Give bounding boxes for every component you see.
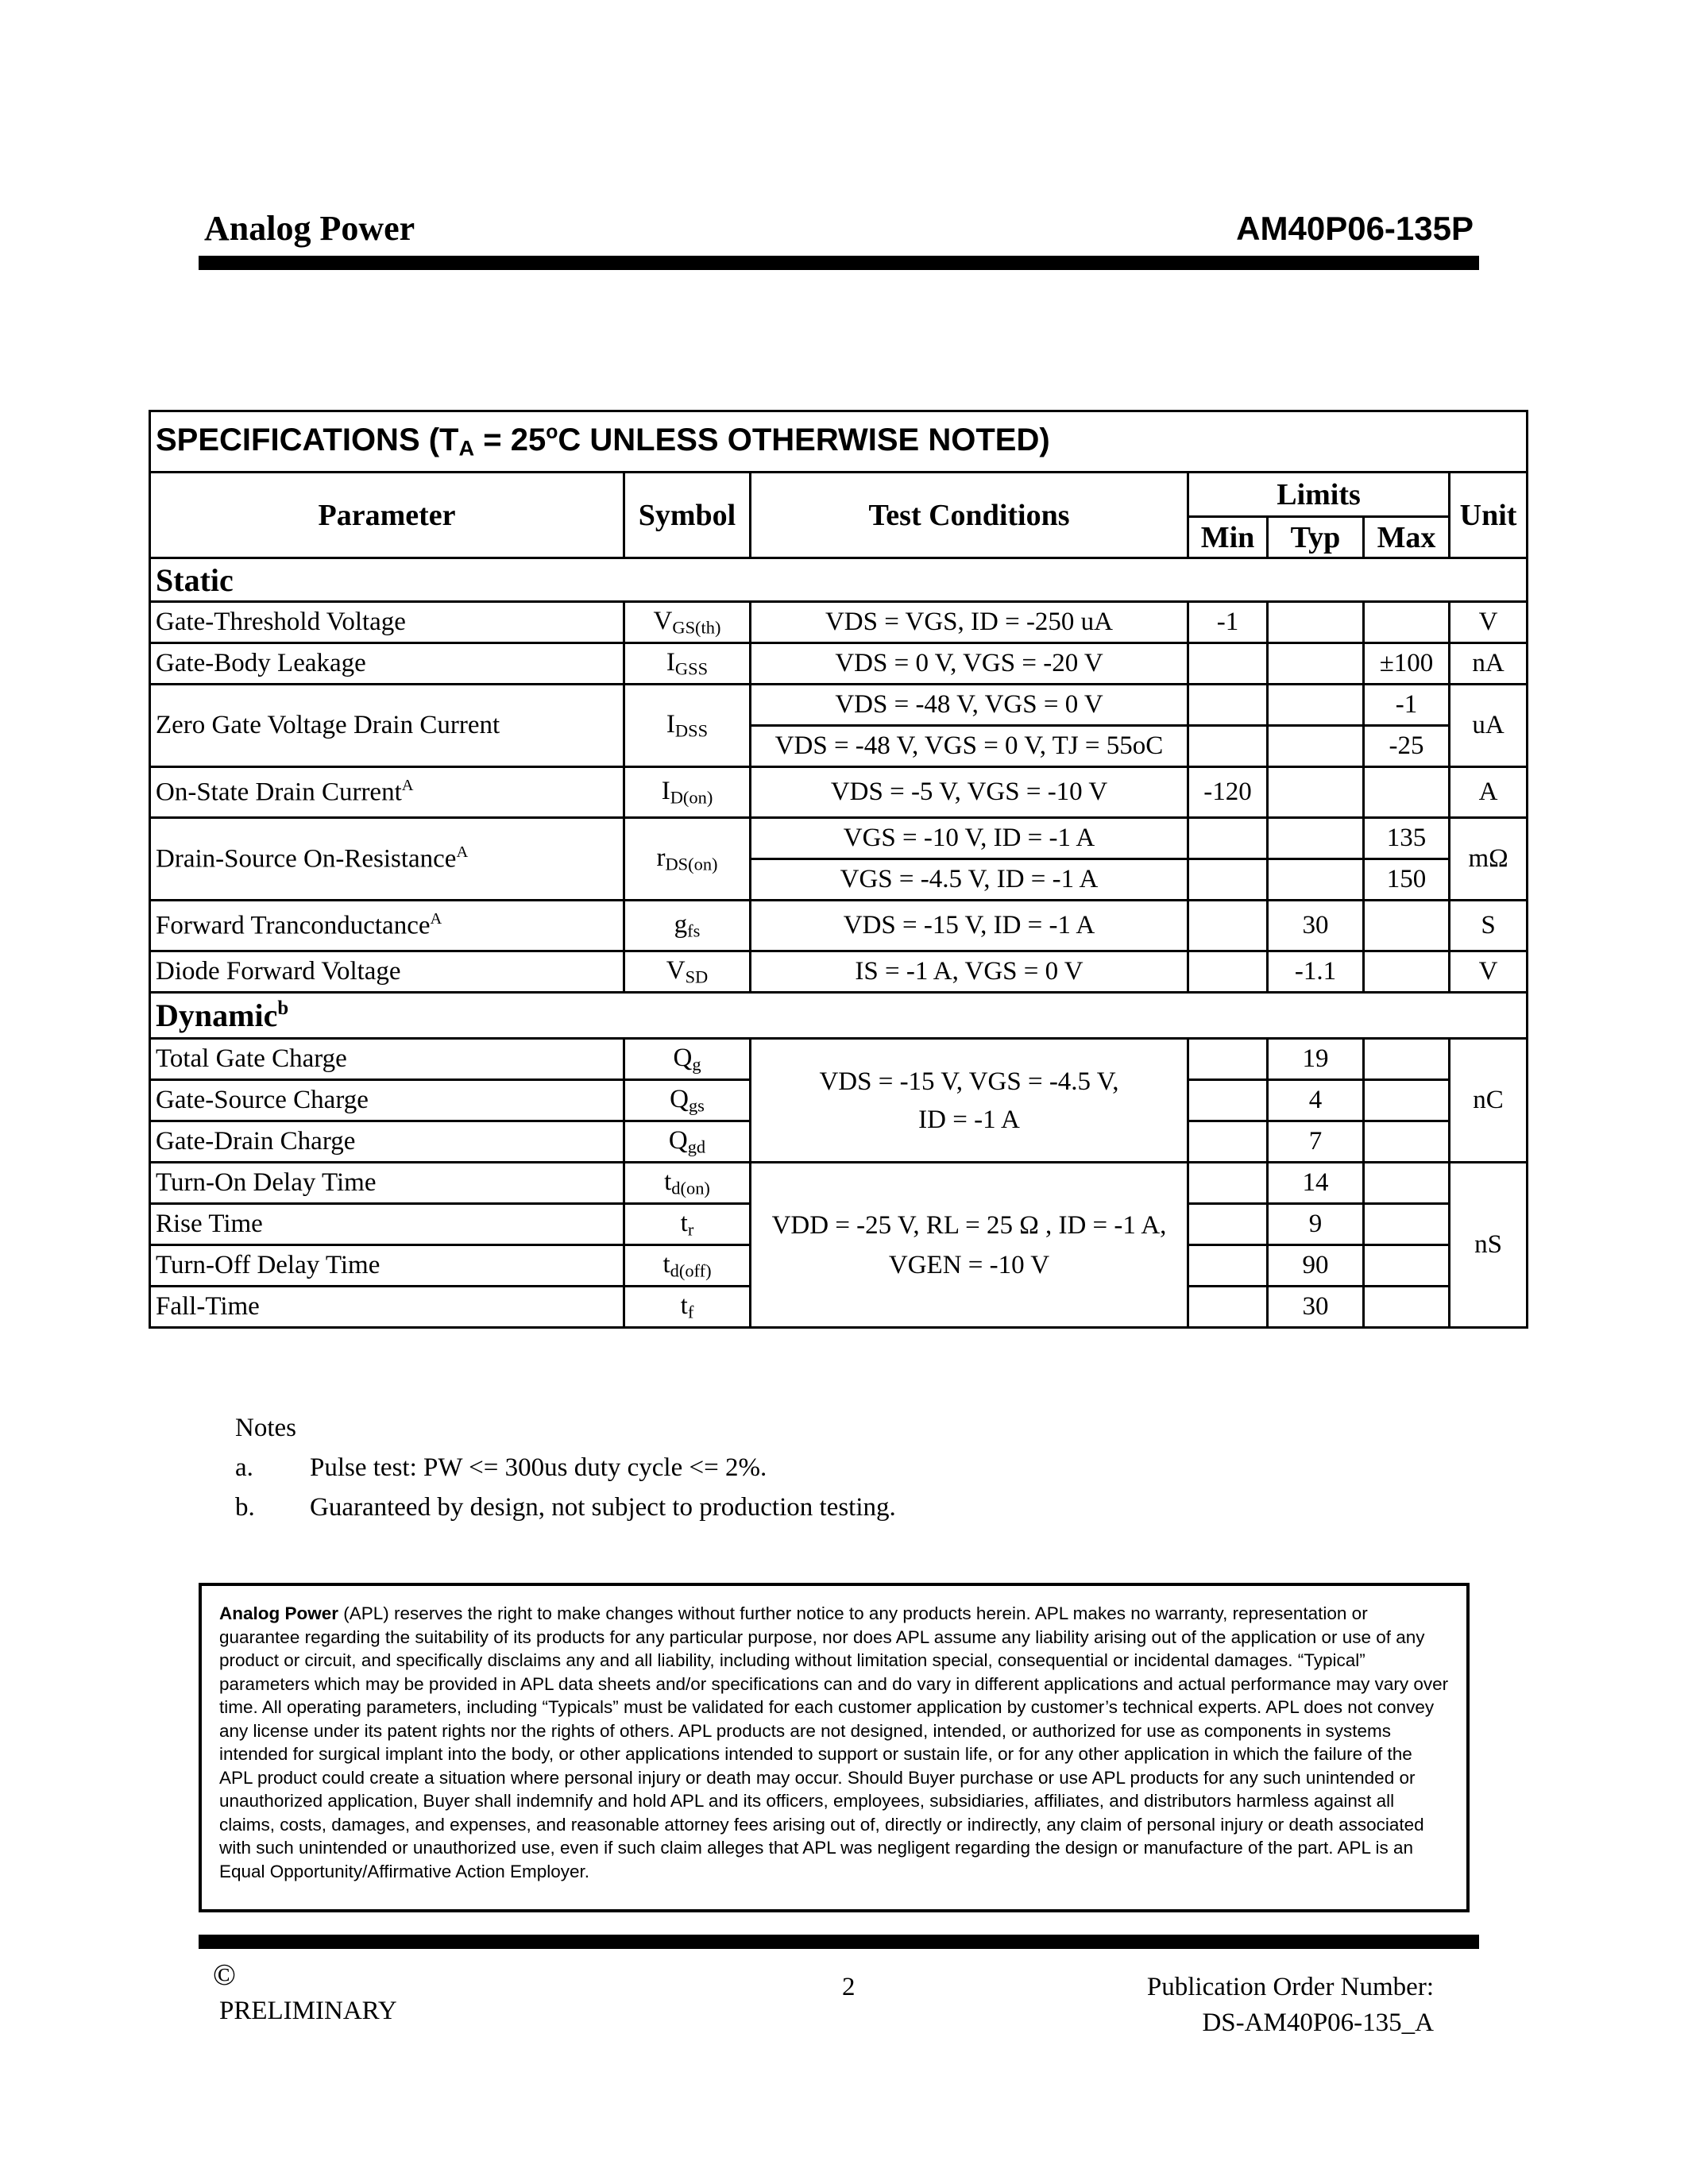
legal-disclaimer [199,1583,1470,1912]
charge-condition-cell: VDS = -15 V, VGS = -4.5 V, ID = -1 A [751,1039,1188,1163]
min-cell [1188,643,1268,685]
notes-heading: Notes [235,1414,296,1442]
unit-cell: A [1450,767,1528,818]
symbol-cell: $t_r$ [624,1204,751,1245]
max-cell [1364,602,1450,643]
max-cell: 135 [1364,818,1450,859]
footer-rule [199,1935,1479,1949]
preliminary-label: PRELIMINARY [219,1997,397,2025]
min-cell [1188,1039,1268,1080]
condition-cell: IS = -1 A, VGS = 0 V [751,951,1188,993]
min-cell [1188,1245,1268,1287]
param-cell: Gate-Source Charge [150,1080,624,1121]
max-cell [1364,901,1450,951]
condition-cell: VGS = -10 V, ID = -1 A [751,818,1188,859]
typ-cell: 30 [1268,901,1364,951]
disclaimer-body: (APL) reserves the right to make changes without further notice to any products herein. APL makes no warranty, representation or guarantee regarding the suitability of its products for any particular purpose, nor does APL assume any liability arising out of the application or use of any product or circuit, and specifically disclaims any and all liability, including without limitation special, consequential or incidental damages. “Typical” parameters which may be provided in APL data sheets and/or specifications can and do vary in different applications and actual performance may vary over time. All operating parameters, including “Typicals” must be validated for each customer application by customer’s technical experts. APL does not convey any license under its patent rights nor the rights of others. APL products are not designed, intended, or authorized for use as components in systems intended for surgical implant into the body, or other applications intended to support or sustain life, or for any other application in which the failure of the APL product could create a situation where personal injury or death may occur. Should Buyer purchase or use APL products for any such unintended or unauthorized application, Buyer shall indemnify and hold APL and its officers, employees, subsidiaries, affiliates, and distributors harmless against all claims, costs, damages, and expenses, and reasonable attorney fees arising out of, directly or indirectly, any claim of personal injury or death associated with such unintended or unauthorized use, even if such claim alleges that APL was negligent regarding the design or manufacture of the part. APL is an Equal Opportunity/Affirmative Action Employer. [219,1603,1449,1881]
unit-cell: nS [1450,1163,1528,1328]
company-brand: Analog Power [204,209,415,248]
param-cell: Gate-Threshold Voltage [150,602,624,643]
min-cell [1188,685,1268,726]
unit-cell: V [1450,602,1528,643]
copyright-symbol: © [213,1958,236,1992]
part-number: AM40P06-135P [1236,210,1474,247]
publication-label: Publication Order Number: [1146,1973,1434,2001]
min-cell [1188,818,1268,859]
unit-cell: V [1450,951,1528,993]
min-cell [1188,951,1268,993]
notes-section [235,1408,896,1527]
header-symbol: Symbol [624,473,751,558]
max-cell [1364,767,1450,818]
max-cell [1364,1039,1450,1080]
max-cell [1364,1121,1450,1163]
symbol-cell: $g_{fs}$ [624,901,751,951]
symbol-cell: $V_{SD}$ [624,951,751,993]
page-number: 2 [842,1973,856,2001]
min-cell [1188,1121,1268,1163]
unit-cell: nC [1450,1039,1528,1163]
symbol-cell: $t_f$ [624,1287,751,1328]
max-cell: 150 [1364,859,1450,901]
symbol-cell: $I_{D(on)}$ [624,767,751,818]
typ-cell [1268,767,1364,818]
param-cell: Zero Gate Voltage Drain Current [150,685,624,767]
table-row [150,643,1528,685]
param-cell: On-State Drain Current$^A$ [150,767,624,818]
typ-cell: 9 [1268,1204,1364,1245]
header-rule [199,256,1479,270]
symbol-cell: $V_{GS(th)}$ [624,602,751,643]
min-cell: -120 [1188,767,1268,818]
symbol-cell: $t_{d(on)}$ [624,1163,751,1204]
symbol-cell: $I_{GSS}$ [624,643,751,685]
param-cell: Gate-Drain Charge [150,1121,624,1163]
condition-cell: VDS = -5 V, VGS = -10 V [751,767,1188,818]
table-row [150,685,1528,726]
max-cell: ±100 [1364,643,1450,685]
specifications-table [149,410,1528,1329]
min-cell [1188,1204,1268,1245]
typ-cell [1268,726,1364,767]
section-static: Static [150,558,1528,602]
table-row [150,818,1528,859]
unit-cell: nA [1450,643,1528,685]
typ-cell [1268,818,1364,859]
symbol-cell: $t_{d(off)}$ [624,1245,751,1287]
header-limits: Limits [1188,473,1450,517]
note-item: a. Pulse test: PW <= 300us duty cycle <= 2%. [235,1453,767,1482]
unit-cell: S [1450,901,1528,951]
header-test-conditions: Test Conditions [751,473,1188,558]
publication-number: DS-AM40P06-135_A [1202,2008,1434,2037]
table-row [150,1163,1528,1204]
max-cell [1364,1163,1450,1204]
header-unit: Unit [1450,473,1528,558]
condition-cell: VDS = -48 V, VGS = 0 V [751,685,1188,726]
typ-cell [1268,602,1364,643]
min-cell: -1 [1188,602,1268,643]
typ-cell: 90 [1268,1245,1364,1287]
table-row [150,767,1528,818]
condition-cell: VDS = -15 V, ID = -1 A [751,901,1188,951]
symbol-cell: $Q_g$ [624,1039,751,1080]
symbol-cell: $r_{DS(on)}$ [624,818,751,901]
typ-cell: 14 [1268,1163,1364,1204]
min-cell [1188,1080,1268,1121]
max-cell [1364,1204,1450,1245]
typ-cell: -1.1 [1268,951,1364,993]
header-parameter: Parameter [150,473,624,558]
table-row [150,1039,1528,1080]
disclaimer-lead: Analog Power [219,1603,339,1623]
param-cell: Total Gate Charge [150,1039,624,1080]
header-typ: Typ [1268,517,1364,558]
min-cell [1188,1163,1268,1204]
condition-cell: VDS = -48 V, VGS = 0 V, TJ = 55oC [751,726,1188,767]
condition-cell: VGS = -4.5 V, ID = -1 A [751,859,1188,901]
symbol-cell: $I_{DSS}$ [624,685,751,767]
table-row [150,951,1528,993]
table-row [150,602,1528,643]
switch-condition-cell: VDD = -25 V, RL = 25 Ω , ID = -1 A, VGEN = -10 V [751,1163,1188,1328]
symbol-cell: $Q_{gd}$ [624,1121,751,1163]
max-cell: -25 [1364,726,1450,767]
min-cell [1188,901,1268,951]
param-cell: Diode Forward Voltage [150,951,624,993]
unit-cell: mΩ [1450,818,1528,901]
typ-cell: 4 [1268,1080,1364,1121]
param-cell: Fall-Time [150,1287,624,1328]
param-cell: Turn-On Delay Time [150,1163,624,1204]
symbol-cell: $Q_{gs}$ [624,1080,751,1121]
param-cell: Turn-Off Delay Time [150,1245,624,1287]
condition-cell: VDS = 0 V, VGS = -20 V [751,643,1188,685]
max-cell [1364,951,1450,993]
max-cell [1364,1287,1450,1328]
typ-cell: 19 [1268,1039,1364,1080]
note-item: b. Guaranteed by design, not subject to production testing. [235,1493,896,1522]
condition-cell: VDS = VGS, ID = -250 uA [751,602,1188,643]
param-cell: Gate-Body Leakage [150,643,624,685]
typ-cell: 30 [1268,1287,1364,1328]
unit-cell: uA [1450,685,1528,767]
table-title: SPECIFICATIONS ($T_A = 25^oC$ UNLESS OTHERWISE NOTED) [150,411,1528,473]
typ-cell [1268,859,1364,901]
typ-cell: 7 [1268,1121,1364,1163]
header-max: Max [1364,517,1450,558]
section-dynamic: Dynamic$^b$ [150,993,1528,1039]
min-cell [1188,726,1268,767]
min-cell [1188,859,1268,901]
typ-cell [1268,643,1364,685]
max-cell [1364,1080,1450,1121]
max-cell [1364,1245,1450,1287]
param-cell: Drain-Source On-Resistance$^A$ [150,818,624,901]
param-cell: Rise Time [150,1204,624,1245]
table-row [150,901,1528,951]
param-cell: Forward Tranconductance$^A$ [150,901,624,951]
min-cell [1188,1287,1268,1328]
header-min: Min [1188,517,1268,558]
max-cell: -1 [1364,685,1450,726]
typ-cell [1268,685,1364,726]
